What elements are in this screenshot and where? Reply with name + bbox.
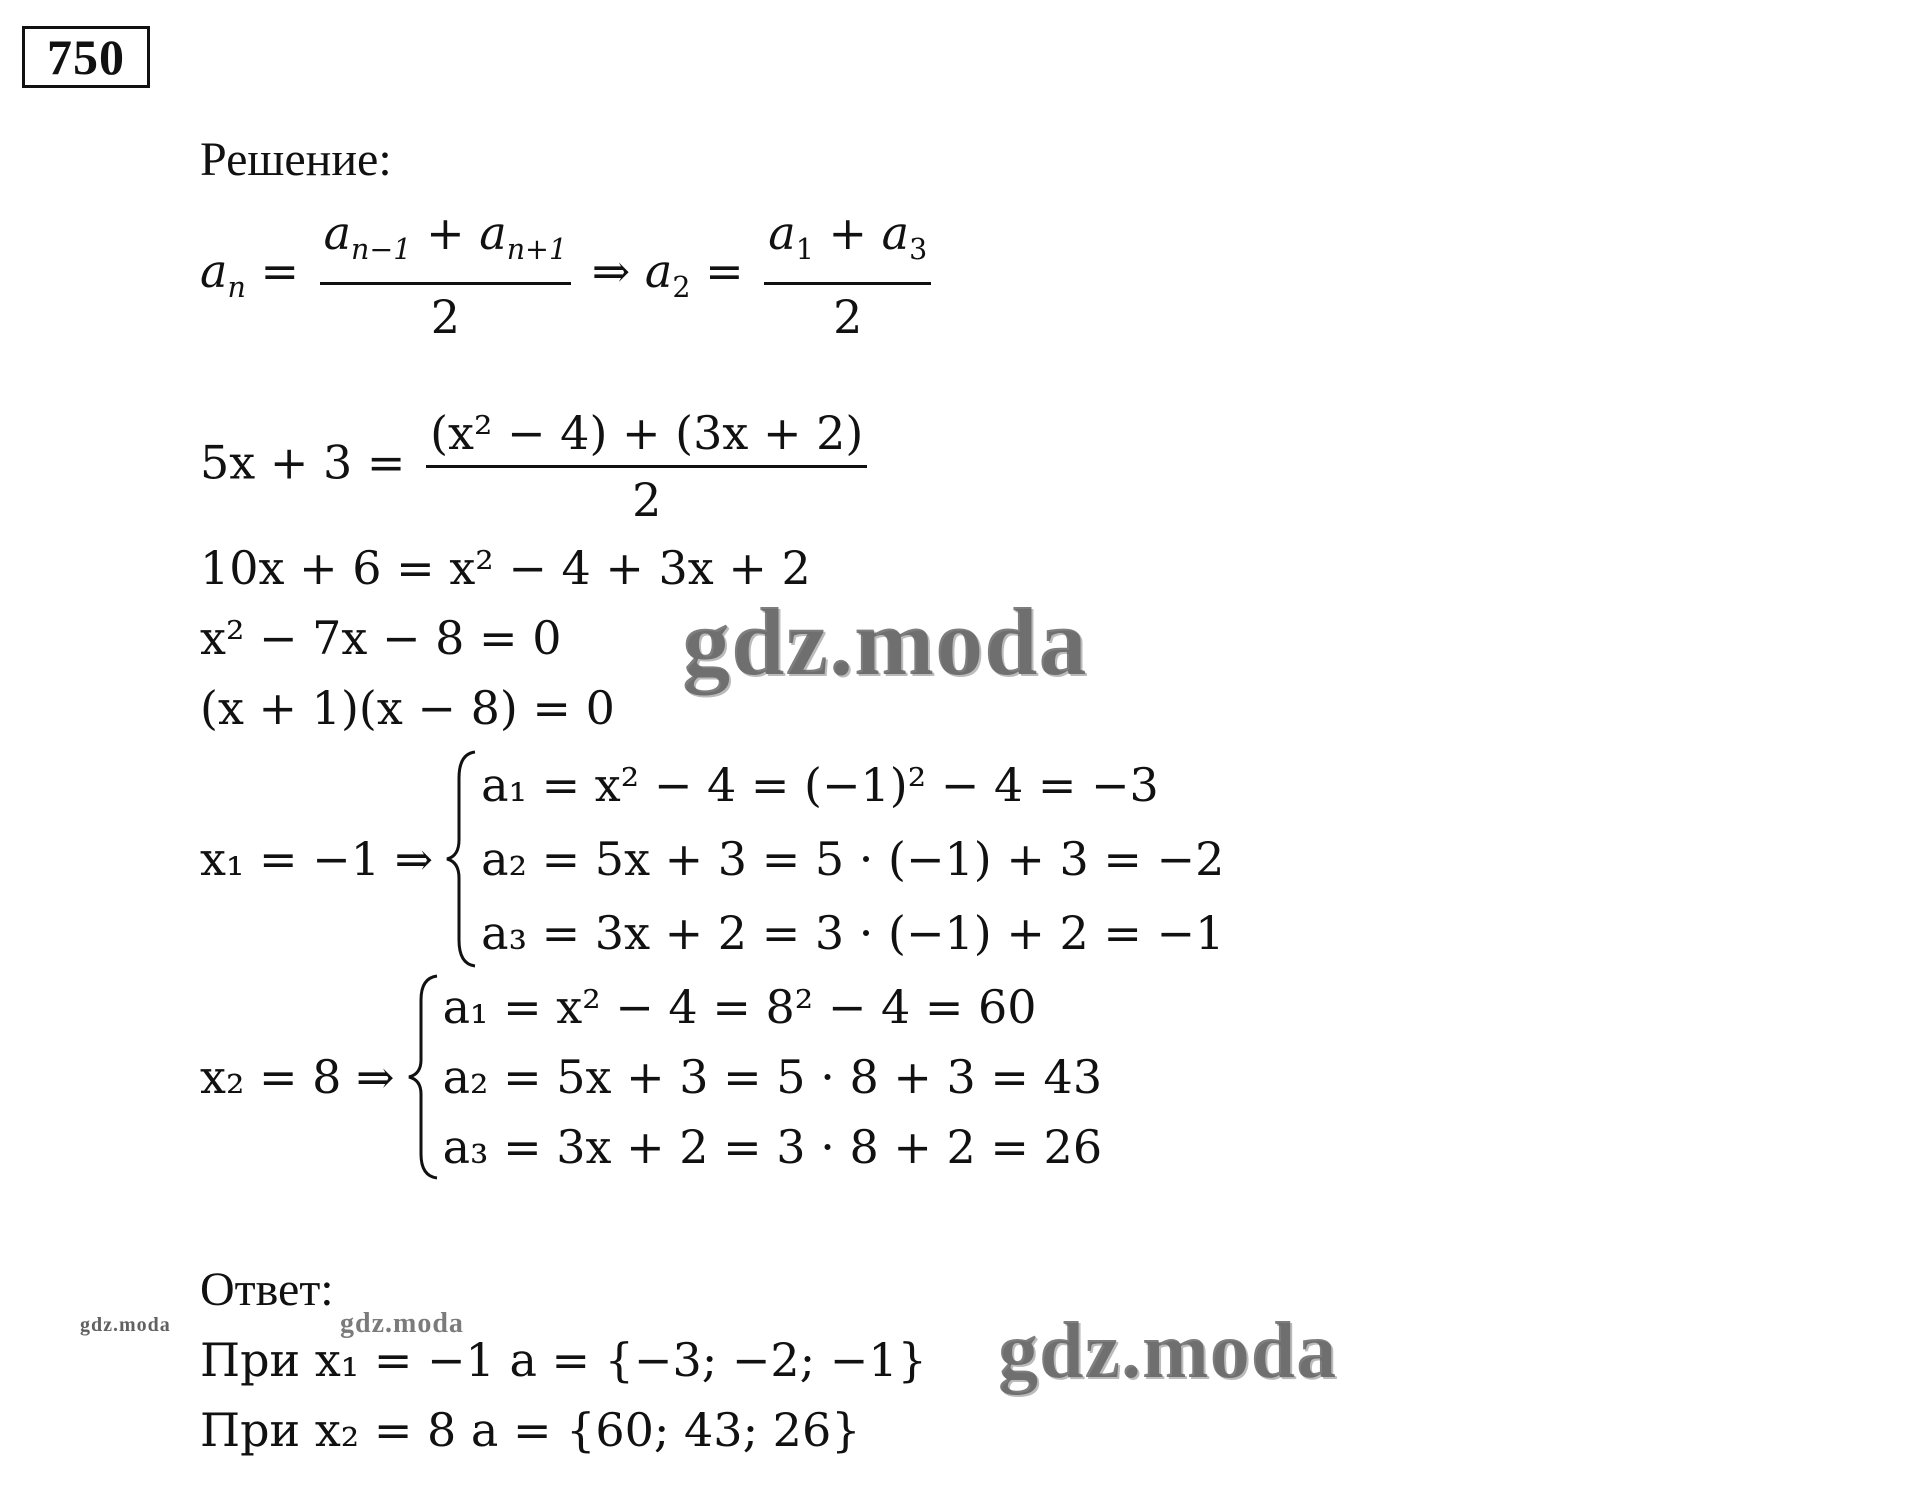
formula-fraction-a2: $\frac{a_1 + a_3}{2}$ [764,205,931,345]
case-1-row-a1: a₁ = x² − 4 = (−1)² − 4 = −3 [481,758,1159,812]
case-2-row-a3: a₃ = 3x + 2 = 3 · 8 + 2 = 26 [442,1120,1103,1174]
answer-1: При x₁ = −1 a = {−3; −2; −1} [200,1333,927,1387]
answer-2: При x₂ = 8 a = {60; 43; 26} [200,1403,861,1457]
watermark-answer: gdz.moda [998,1307,1338,1395]
solution-heading: Решение: [200,133,392,186]
watermark-main: gdz.moda [682,588,1088,695]
formula-fraction: $\frac{a_{n-1} + a_{n+1}}{2}$ [320,205,571,345]
watermark-small-left: gdz.moda [80,1314,171,1336]
case-1-lead: x₁ = −1 ⇒ [200,832,434,886]
problem-number: 750 [22,26,150,88]
general-formula: $a_n$ = $\frac{a_{n-1} + a_{n+1}}{2}$ ⇒ $a_2$ = $\frac{a_1 + a_3}{2}$ [200,205,937,345]
watermark-small-mid: gdz.moda [340,1308,464,1339]
step-quadratic: x² − 7x − 8 = 0 [200,611,562,665]
equation-setup: 5x + 3 = $\frac{\text{(x² − 4) + (3x + 2)}}{2}$ [200,405,873,528]
step-factored: (x + 1)(x − 8) = 0 [200,681,615,735]
left-brace-icon [441,748,481,970]
case-1-row-a2: a₂ = 5x + 3 = 5 · (−1) + 3 = −2 [481,832,1225,886]
case-2-row-a2: a₂ = 5x + 3 = 5 · 8 + 3 = 43 [442,1050,1103,1104]
step-expand: 10x + 6 = x² − 4 + 3x + 2 [200,541,811,595]
case-2-row-a1: a₁ = x² − 4 = 8² − 4 = 60 [442,980,1037,1034]
case-2-system [200,972,1102,1182]
left-brace-icon [403,972,443,1182]
case-1-row-a3: a₃ = 3x + 2 = 3 · (−1) + 2 = −1 [481,906,1225,960]
case-1-system [200,748,1224,970]
equation-fraction: $\frac{\text{(x² − 4) + (3x + 2)}}{2}$ [426,405,867,528]
case-2-lead: x₂ = 8 ⇒ [200,1050,395,1104]
answer-heading: Ответ: [200,1263,334,1316]
